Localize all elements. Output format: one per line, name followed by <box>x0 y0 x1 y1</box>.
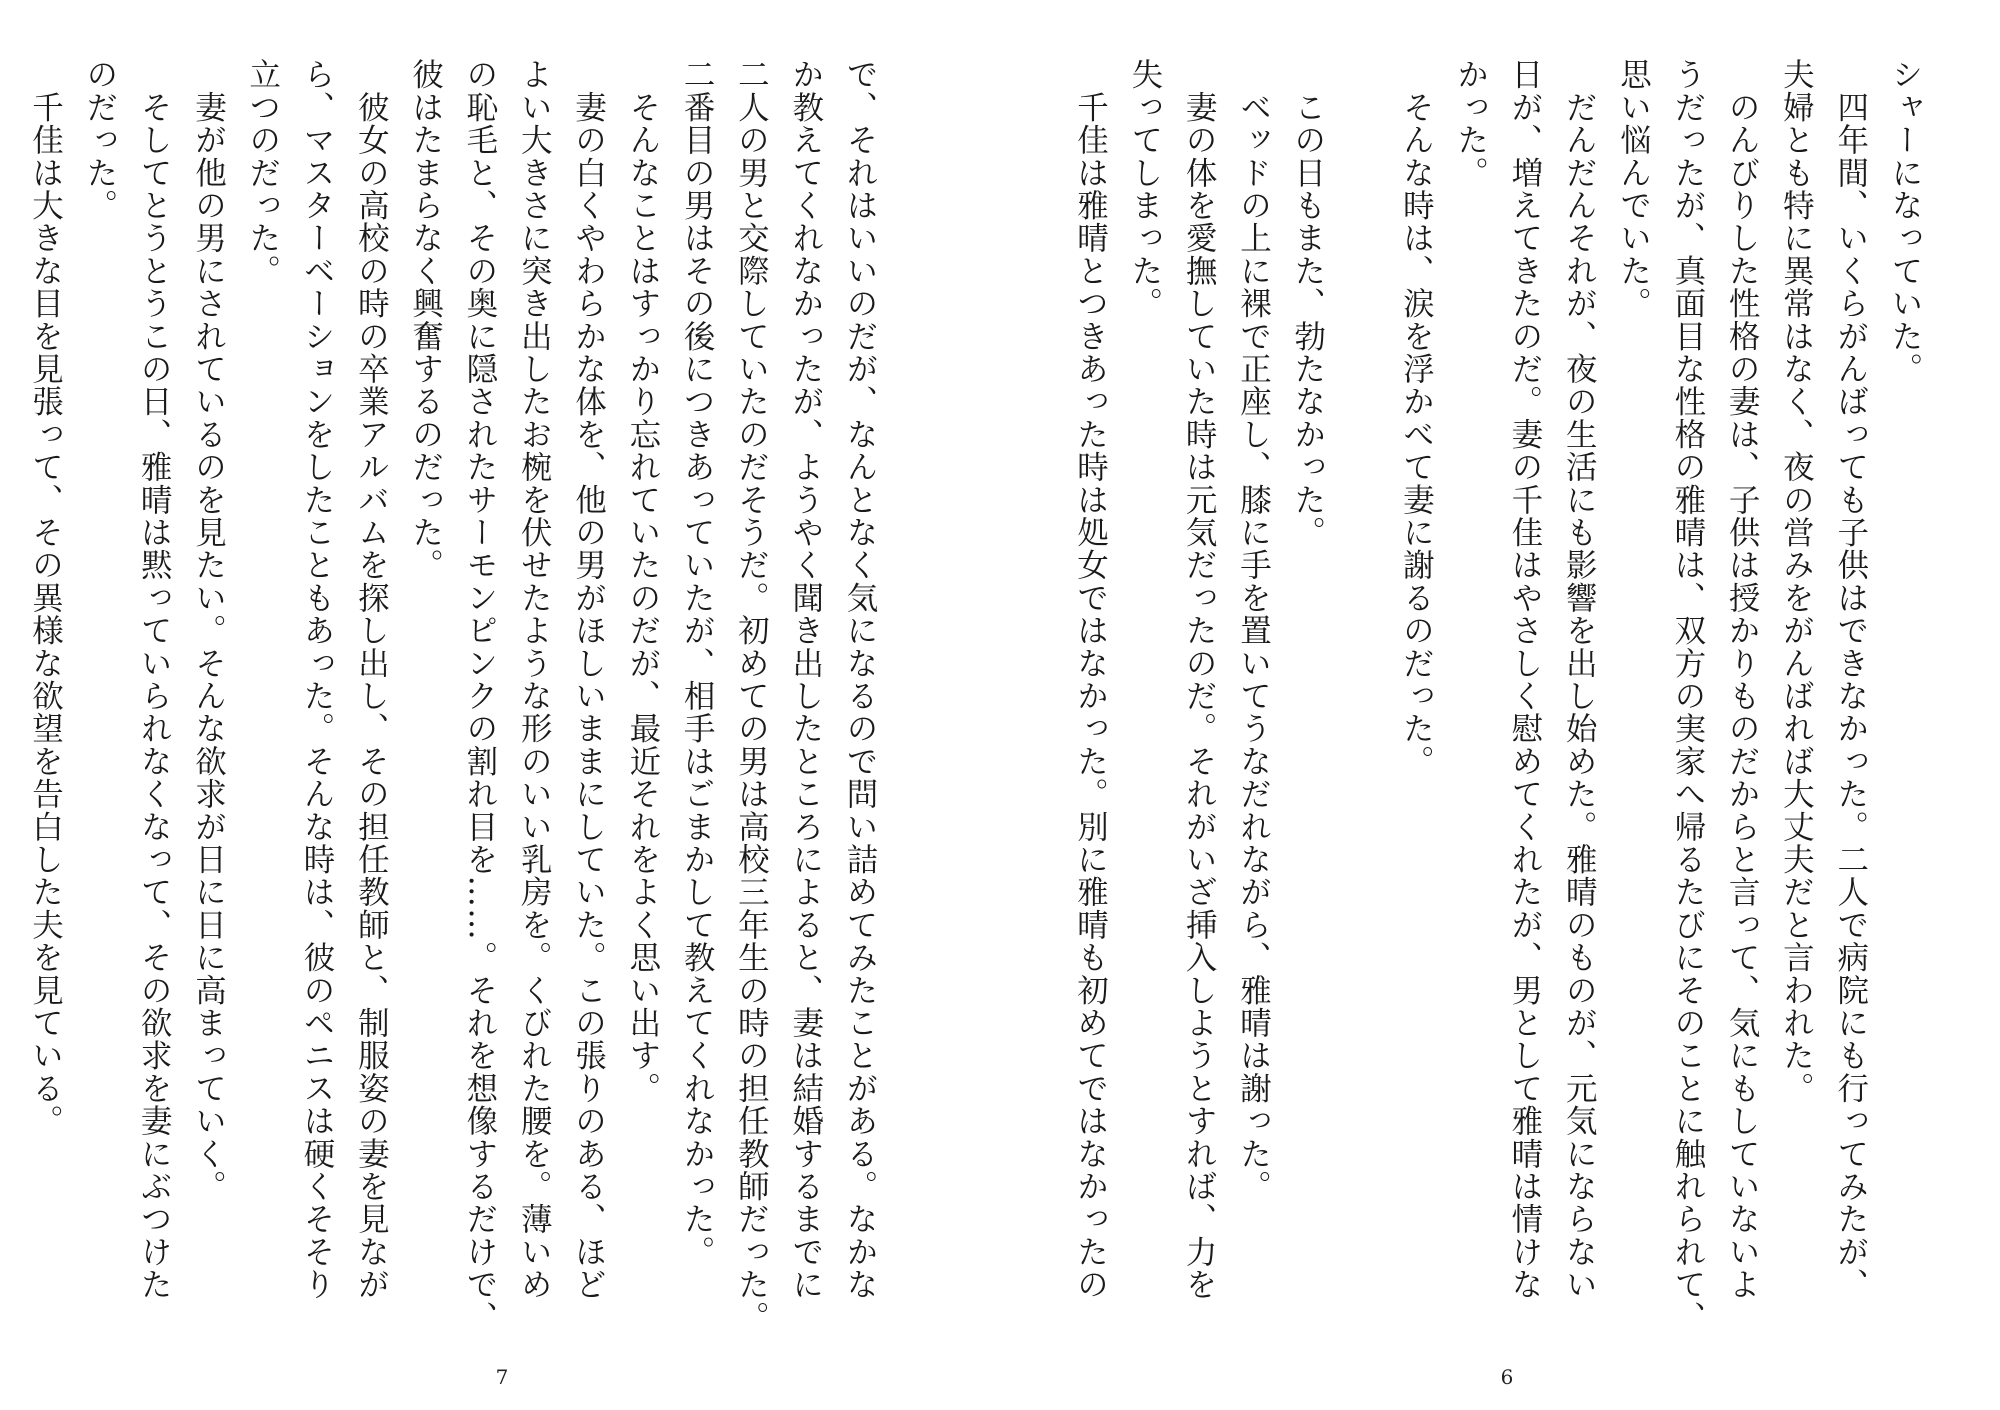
text-line: ベッドの上に裸で正座し、膝に手を置いてうなだれながら、雅晴は謝った。 <box>1235 58 1272 1203</box>
text-line: シャーになっていた。 <box>1887 58 1923 385</box>
text-line: 立つのだった。 <box>244 58 281 287</box>
page-number-right: 6 <box>1500 1365 1514 1389</box>
text-line: 夫婦とも特に異常はなく、夜の営みをがんばれば大丈夫だと言われた。 <box>1778 58 1815 1105</box>
text-line: だんだんそれが、夜の生活にも影響を出し始めた。雅晴のものが、元気にならない <box>1561 58 1598 1301</box>
page-number-left: 7 <box>495 1365 509 1389</box>
text-line: のだった。 <box>81 58 118 222</box>
text-line: 失ってしまった。 <box>1126 58 1163 320</box>
text-line: 二人の男と交際していたのだそうだ。初めての男は高校三年生の時の担任教師だった。 <box>733 58 770 1334</box>
text-line: か教えてくれなかったが、ようやく聞き出したところによると、妻は結婚するまでに <box>787 58 824 1301</box>
right-page <box>1000 0 2000 1410</box>
text-line: のんびりした性格の妻は、子供は授かりものだからと言って、気にもしていないよ <box>1724 58 1761 1301</box>
text-line: 二番目の男はその後につきあっていたが、相手はごまかして教えてくれなかった。 <box>679 58 716 1268</box>
text-line: 千佳は大きな目を見張って、その異様な欲望を告白した夫を見ている。 <box>27 58 64 1138</box>
left-page-body <box>17 58 887 1334</box>
text-line: そんなことはすっかり忘れていたのだが、最近それをよく思い出す。 <box>624 58 661 1105</box>
text-line: よい大きさに突き出したお椀を伏せたような形のいい乳房を。くびれた腰を。薄いめ <box>516 58 553 1301</box>
text-line: 日が、増えてきたのだ。妻の千佳はやさしく慰めてくれたが、男として雅晴は情けな <box>1506 58 1543 1301</box>
text-line: うだったが、真面目な性格の雅晴は、双方の実家へ帰るたびにそのことに触れられて、 <box>1669 58 1706 1334</box>
text-line: ら、マスターベーションをしたこともあった。そんな時は、彼のペニスは硬くそそり <box>299 58 336 1301</box>
text-line: 彼女の高校の時の卒業アルバムを探し出し、その担任教師と、制服姿の妻を見なが <box>353 58 390 1301</box>
text-line: この日もまた、勃たなかった。 <box>1289 58 1326 549</box>
right-page-body <box>1052 58 1932 1334</box>
text-line: そんな時は、涙を浮かべて妻に謝るのだった。 <box>1398 58 1435 778</box>
text-line: 妻の体を愛撫していた時は元気だったのだ。それがいざ挿入しようとすれば、力を <box>1181 58 1218 1301</box>
text-line: 四年間、いくらがんばっても子供はできなかった。二人で病院にも行ってみたが、 <box>1832 58 1869 1301</box>
blank-line <box>1335 58 1389 1318</box>
text-line: 彼はたまらなく興奮するのだった。 <box>407 58 444 582</box>
text-line: で、それはいいのだが、なんとなく気になるので問い詰めてみたことがある。なかな <box>842 58 878 1301</box>
text-line: そしてとうとうこの日、雅晴は黙っていられなくなって、その欲求を妻にぶつけた <box>136 58 173 1301</box>
text-line: 妻の白くやわらかな体を、他の男がほしいままにしていた。この張りのある、ほど <box>570 58 607 1301</box>
text-line: 妻が他の男にされているのを見たい。そんな欲求が日に日に高まっていく。 <box>190 58 227 1203</box>
text-line: かった。 <box>1452 58 1489 189</box>
text-line: 思い悩んでいた。 <box>1615 58 1652 320</box>
text-line: の恥毛と、その奥に隠されたサーモンピンクの割れ目を……。それを想像するだけで、 <box>461 58 498 1334</box>
text-line: 千佳は雅晴とつきあった時は処女ではなかった。別に雅晴も初めてではなかったの <box>1072 58 1109 1301</box>
